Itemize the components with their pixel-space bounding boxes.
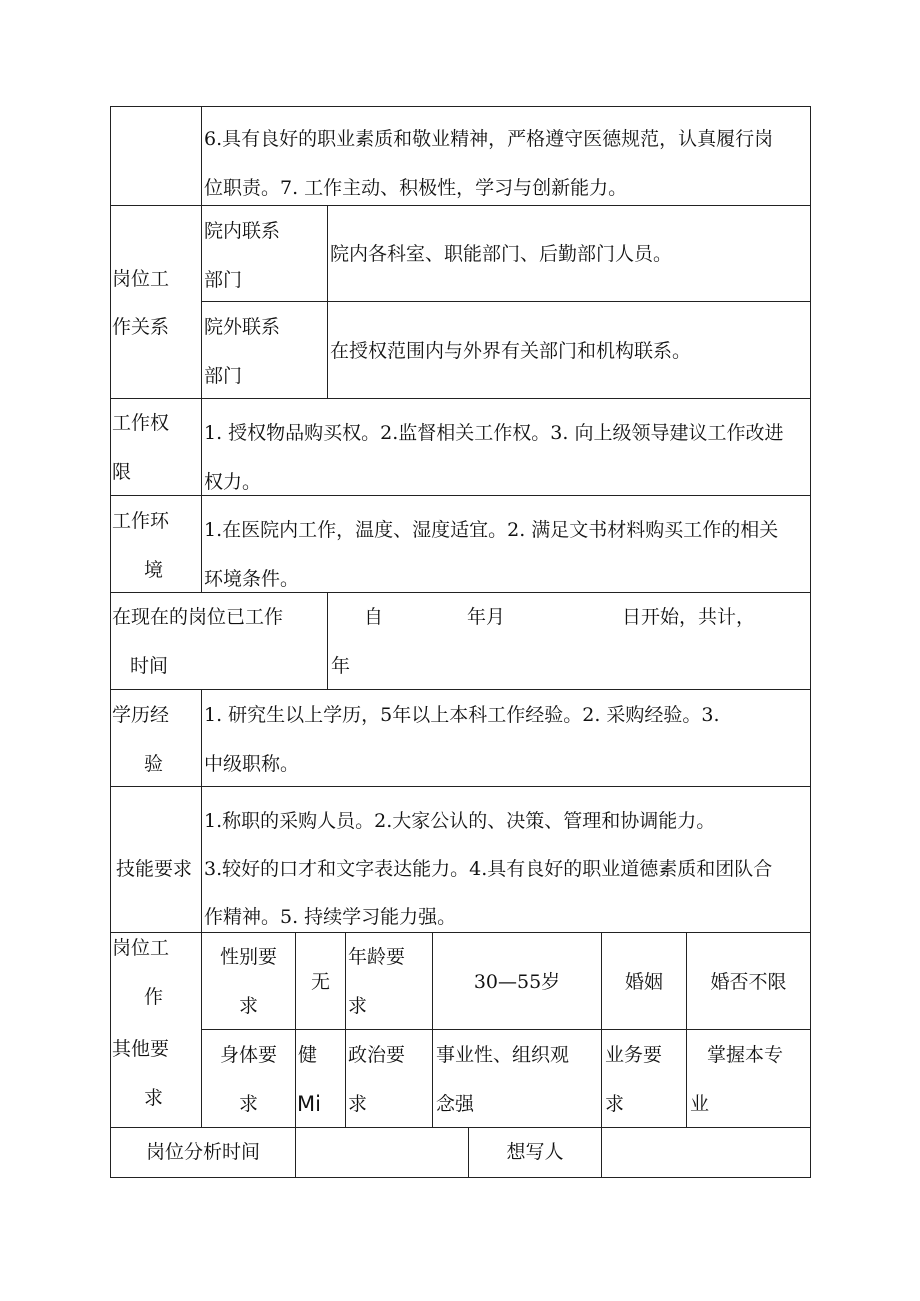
analysis-time-label: 岗位分析时间 <box>145 1141 260 1163</box>
gender-label-2: 求 <box>239 995 259 1017</box>
politics-value-2: 念强 <box>436 1093 475 1115</box>
other-label-3: 其他要 <box>112 1038 170 1060</box>
environment-label-2: 境 <box>144 559 164 581</box>
health-value-2: Mi <box>297 1092 321 1116</box>
other-label-4: 求 <box>144 1087 164 1109</box>
gender-label-1: 性别要 <box>220 946 278 968</box>
age-label-1: 年龄要 <box>348 946 406 968</box>
tenure-years: 年 <box>331 655 351 677</box>
education-line-1: 1. 研究生以上学历，5年以上本科工作经验。2. 采购经验。3. <box>204 704 720 726</box>
other-label-2: 作 <box>144 986 164 1008</box>
other-label-1: 岗位工 <box>112 937 170 959</box>
authority-label-2: 限 <box>112 461 132 483</box>
rule-right <box>810 106 811 1178</box>
external-label-2: 部门 <box>204 365 243 387</box>
skills-label: 技能要求 <box>116 858 193 880</box>
politics-label-2: 求 <box>348 1093 368 1115</box>
authority-line-2: 权力。 <box>204 471 262 493</box>
business-label-2: 求 <box>605 1093 625 1115</box>
tenure-from: 自 <box>364 606 384 628</box>
skills-line-2: 3.较好的口才和文字表达能力。4.具有良好的职业道德素质和团队合 <box>204 858 773 880</box>
rule-col1-lower <box>201 689 202 1128</box>
tenure-year-month: 年月 <box>467 606 506 628</box>
business-value-1: 掌握本专 <box>707 1044 784 1066</box>
qual-line-1: 6.具有良好的职业素质和敬业精神，严格遵守医德规范，认真履行岗 <box>204 128 774 150</box>
rule-other-col-b <box>345 932 346 1128</box>
business-value-2: 业 <box>690 1093 710 1115</box>
rule-left <box>110 106 111 1178</box>
environment-label-1: 工作环 <box>112 510 170 532</box>
rule-relations-mid <box>201 301 811 302</box>
health-label-1: 身体要 <box>220 1044 278 1066</box>
qual-line-2: 位职责。7. 工作主动、积极性，学习与创新能力。 <box>204 177 628 199</box>
internal-label-2: 部门 <box>204 269 243 291</box>
relations-label-2: 作关系 <box>112 316 170 338</box>
internal-value: 院内各科室、职能部门、后勤部门人员。 <box>330 243 673 265</box>
tenure-day-start: 日开始，共计， <box>622 606 756 628</box>
environment-line-2: 环境条件。 <box>204 568 300 590</box>
rule-bottom <box>110 1177 811 1178</box>
rule-col1-upper <box>201 106 202 593</box>
external-label-1: 院外联系 <box>204 316 281 338</box>
marriage-label: 婚姻 <box>624 971 663 993</box>
tenure-label-2: 时间 <box>130 655 169 677</box>
tenure-label-1: 在现在的岗位已工作 <box>112 606 284 628</box>
authority-label-1: 工作权 <box>112 412 170 434</box>
politics-value-1: 事业性、组织观 <box>436 1044 570 1066</box>
health-label-2: 求 <box>239 1093 259 1115</box>
business-label-1: 业务要 <box>605 1044 663 1066</box>
authority-line-1: 1. 授权物品购买权。2.监督相关工作权。3. 向上级领导建议工作改进 <box>204 422 784 444</box>
environment-line-1: 1.在医院内工作，温度、湿度适宜。2. 满足文书材料购买工作的相关 <box>204 519 779 541</box>
skills-line-3: 作精神。5. 持续学习能力强。 <box>204 906 457 928</box>
relations-label-1: 岗位工 <box>112 268 170 290</box>
education-label-2: 验 <box>144 753 164 775</box>
writer-label: 想写人 <box>506 1141 564 1163</box>
rule-top <box>110 106 811 107</box>
internal-label-1: 院内联系 <box>204 220 281 242</box>
education-label-1: 学历经 <box>112 704 170 726</box>
external-value: 在授权范围内与外界有关部门和机构联系。 <box>330 340 692 362</box>
rule-tenure-col <box>327 592 328 690</box>
politics-label-1: 政治要 <box>348 1044 406 1066</box>
age-label-2: 求 <box>348 995 368 1017</box>
education-line-2: 中级职称。 <box>204 753 300 775</box>
marriage-value: 婚否不限 <box>710 971 787 993</box>
rule-relations-col <box>327 205 328 399</box>
age-value: 30—55岁 <box>473 971 561 993</box>
health-value-1: 健 <box>298 1044 318 1066</box>
gender-value: 无 <box>310 971 330 993</box>
skills-line-1: 1.称职的采购人员。2.大家公认的、决策、管理和协调能力。 <box>204 810 716 832</box>
